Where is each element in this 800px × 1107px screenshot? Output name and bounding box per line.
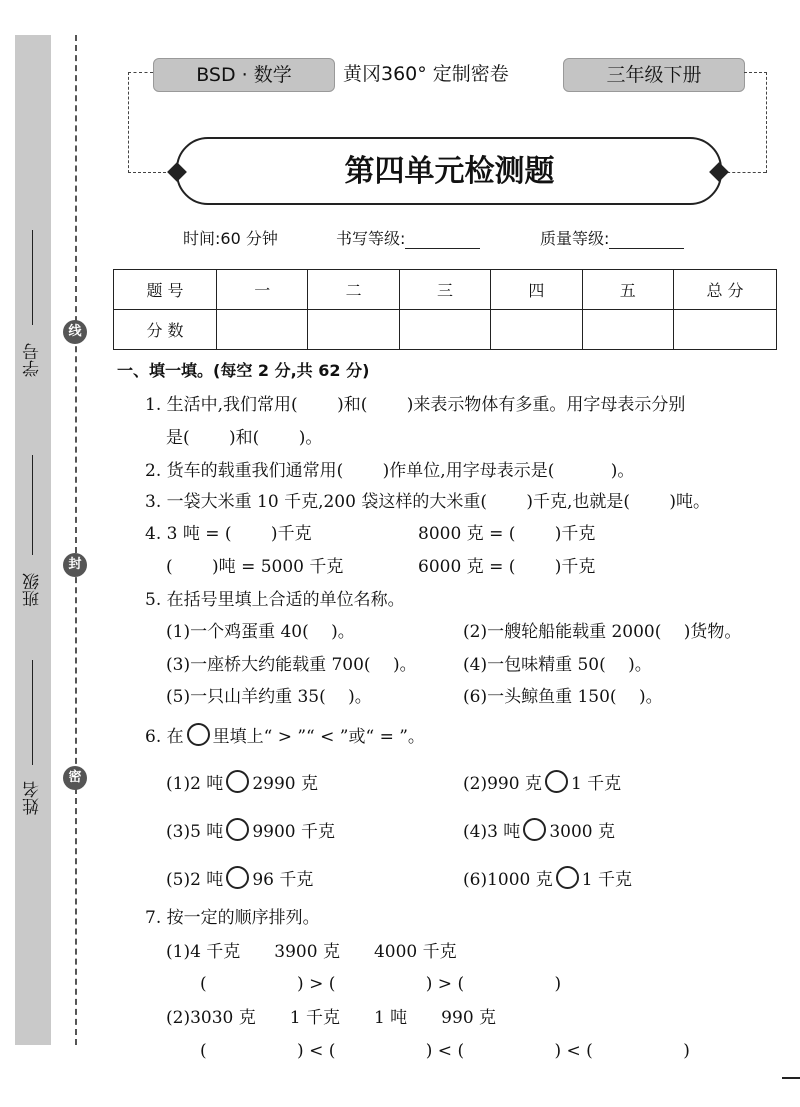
compare-circle-input[interactable] [545,770,568,793]
compare-item [166,865,313,890]
score-header-cell: 五 [582,270,673,310]
score-cell[interactable] [217,310,308,350]
question-5-item: (4)一包味精重 50( )。 [463,655,652,675]
score-header-cell: 一 [217,270,308,310]
score-cell[interactable] [582,310,673,350]
question-4-a: 4. 3 吨 = ( )千克 [145,524,312,544]
class-label: 班级 [23,573,43,607]
score-header-row [114,270,777,310]
question-6 [145,722,425,747]
compare-circle-input[interactable] [226,866,249,889]
section-heading: 一、填一填。(每空 2 分,共 62 分) [117,361,370,380]
compare-right: 96 千克 [252,870,314,890]
question-1-line-1: 1. 生活中,我们常用( )和( )来表示物体有多重。用字母表示分别 [145,395,686,415]
compare-left: (6)1000 克 [463,870,553,890]
question-7-1-answer: ( ) > ( ) > ( ) [200,974,562,994]
page-edge-mark [782,1077,800,1079]
question-5-item: (1)一个鸡蛋重 40( )。 [166,622,355,642]
score-cell[interactable] [308,310,399,350]
question-5-item: (2)一艘轮船能载重 2000( )货物。 [463,622,742,642]
question-4-d: 6000 克 = ( )千克 [418,557,596,577]
score-header-cell: 四 [491,270,582,310]
compare-item [463,865,632,890]
compare-left: (1)2 吨 [166,774,224,794]
compare-item [166,769,318,794]
seal-secret: 密 [63,766,87,790]
score-cell[interactable] [399,310,490,350]
compare-item [463,817,615,842]
writing-grade [336,226,480,249]
compare-circle-input[interactable] [523,818,546,841]
subject-pill: BSD · 数学 [153,58,335,92]
compare-circle-input[interactable] [226,770,249,793]
name-field [15,660,51,900]
score-header-cell: 总 分 [674,270,777,310]
compare-circle-icon [187,723,210,746]
time-info: 时间:60 分钟 [183,229,278,248]
grade-pill: 三年级下册 [563,58,745,92]
score-row-label: 分 数 [114,310,217,350]
compare-right: 3000 克 [549,822,615,842]
seal-seal: 封 [63,553,87,577]
compare-right: 1 千克 [570,774,622,794]
question-7: 7. 按一定的顺序排列。 [145,908,320,928]
page-title: 第四单元检测题 [344,154,555,189]
quality-grade-blank[interactable] [609,229,684,249]
writing-grade-blank[interactable] [405,229,480,249]
compare-right: 2990 克 [252,774,318,794]
question-4-c: ( )吨 = 5000 千克 [166,557,344,577]
name-label: 姓名 [23,781,43,815]
quality-grade [540,226,684,249]
cut-line [75,35,77,1045]
score-cell[interactable] [491,310,582,350]
seal-line: 线 [63,320,87,344]
question-7-1: (1)4 千克 3900 克 4000 千克 [166,942,457,962]
compare-right: 9900 千克 [252,822,335,842]
student-id-field [15,230,51,470]
connector-right [744,72,767,173]
compare-circle-input[interactable] [226,818,249,841]
brand-text: 黄冈360° 定制密卷 [343,63,509,85]
question-7-2: (2)3030 克 1 千克 1 吨 990 克 [166,1008,497,1028]
compare-circle-input[interactable] [556,866,579,889]
connector-left [128,72,153,173]
question-7-2-answer: ( ) < ( ) < ( ) < ( ) [200,1041,690,1061]
compare-item [463,769,621,794]
compare-left: (4)3 吨 [463,822,521,842]
score-value-row [114,310,777,350]
student-id-label: 学号 [23,343,43,377]
score-header-cell: 题 号 [114,270,217,310]
question-6-suffix: 里填上“ > ”“ < ”或“ = ”。 [212,727,425,747]
question-3: 3. 一袋大米重 10 千克,200 袋这样的大米重( )千克,也就是( )吨。 [145,492,711,512]
question-5: 5. 在括号里填上合适的单位名称。 [145,590,405,610]
question-5-item: (3)一座桥大约能载重 700( )。 [166,655,417,675]
score-header-cell: 三 [399,270,490,310]
compare-left: (3)5 吨 [166,822,224,842]
quality-grade-label: 质量等级: [540,229,610,248]
compare-left: (5)2 吨 [166,870,224,890]
question-2: 2. 货车的载重我们通常用( )作单位,用字母表示是( )。 [145,461,635,481]
compare-right: 1 千克 [581,870,632,890]
question-4-b: 8000 克 = ( )千克 [418,524,596,544]
score-cell[interactable] [674,310,777,350]
score-header-cell: 二 [308,270,399,310]
compare-left: (2)990 克 [463,774,542,794]
score-table [113,269,777,350]
compare-item [166,817,335,842]
question-5-item: (6)一头鲸鱼重 150( )。 [463,687,663,707]
question-5-item: (5)一只山羊约重 35( )。 [166,687,372,707]
question-6-prefix: 6. 在 [145,727,184,747]
class-field [15,455,51,695]
question-1-line-2: 是( )和( )。 [166,428,323,448]
writing-grade-label: 书写等级: [336,229,406,248]
